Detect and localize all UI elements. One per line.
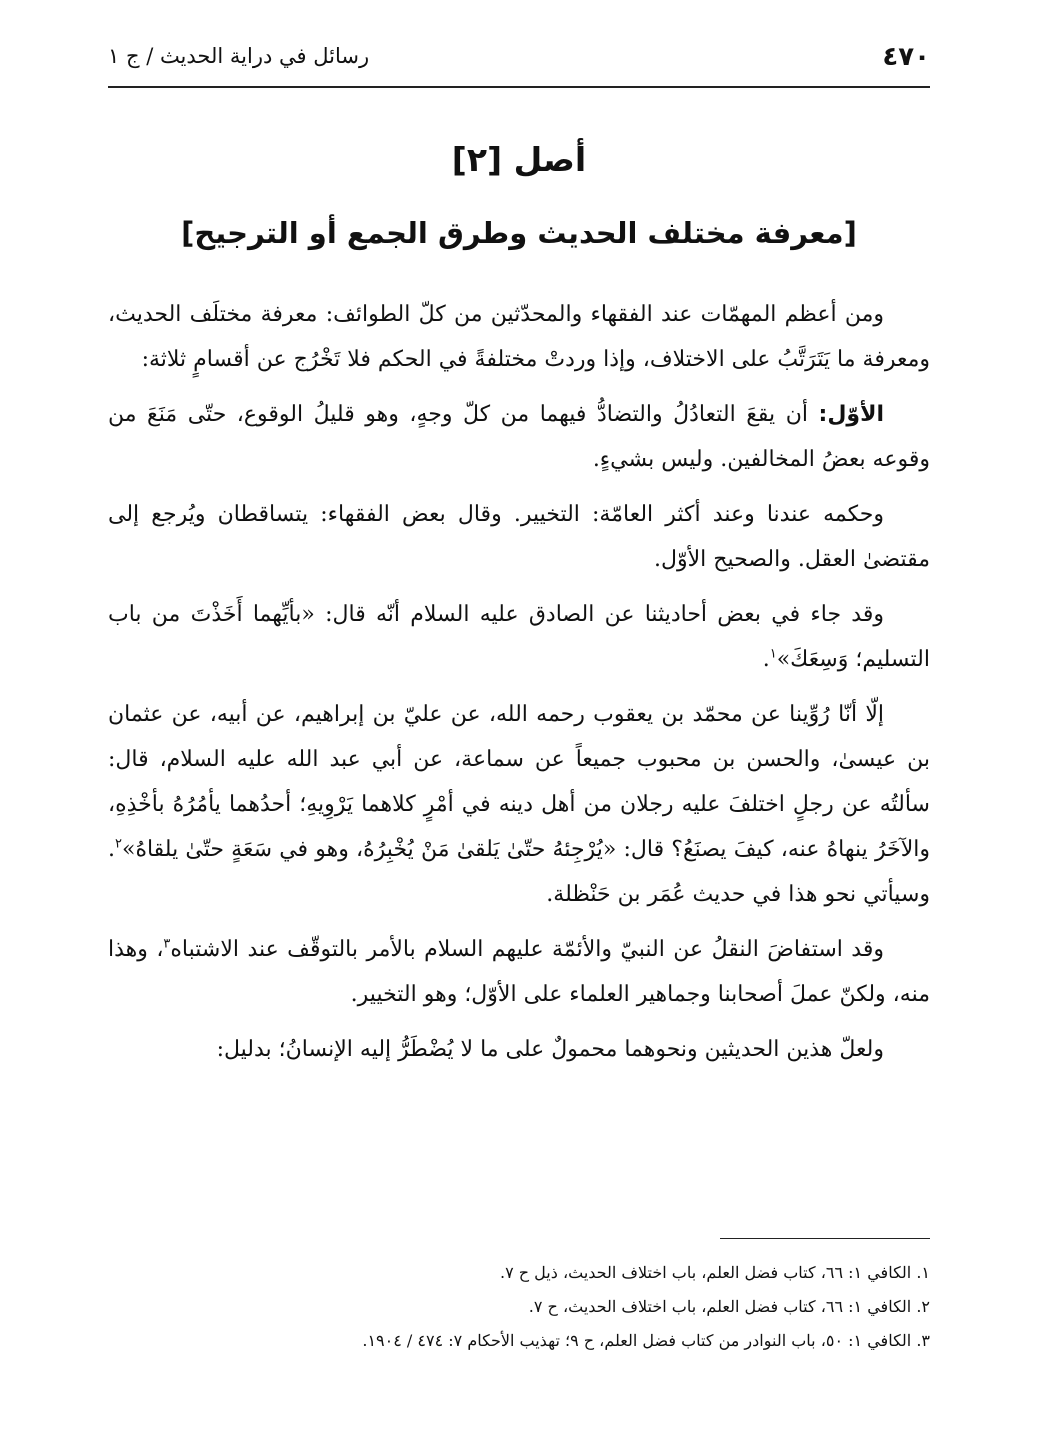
footnote: ٣. الكافي ١: ٥٠، باب النوادر من كتاب فضل العلم، ح ٩؛ تهذيب الأحكام ٧: ٤٧٤ / ١٩٠٤. [362,1331,930,1350]
footnote-ref[interactable]: ٢ [115,836,122,852]
paragraph: ومن أعظم المهمّات عند الفقهاء والمحدّثين من كلّ الطوائف: معرفة مختلَف الحديث، ومعرفة ما يَتَرَتَّبُ على الاختلاف، وإذا وردتْ مختلفةً في الحكم فلا تَخْرُج عن أقسامٍ ثلاثة: [108,302,930,372]
body-text [108,292,930,1082]
paragraph: ولعلّ هذين الحديثين ونحوهما محمولٌ على ما لا يُضْطَرُّ إليه الإنسانُ؛ بدليل: [216,1037,884,1062]
page-header [108,38,930,88]
footnote-divider [720,1238,930,1239]
paragraph-lead: الأوّل: [818,402,884,427]
paragraph: الأوّل: أن يقعَ التعادُلُ والتضادُّ فيهما من كلّ وجهٍ، وهو قليلُ الوقوع، حتّى مَنَعَ من وقوعه بعضُ المخالفين. وليس بشيءٍ. [108,402,930,472]
footnote: ٢. الكافي ١: ٦٦، كتاب فضل العلم، باب اختلاف الحديث، ح ٧. [528,1297,930,1316]
paragraph: وحكمه عندنا وعند أكثر العامّة: التخيير. وقال بعض الفقهاء: يتساقطان ويُرجع إلى مقتضىٰ العقل. والصحيح الأوّل. [108,502,930,572]
footnotes [108,1256,930,1358]
page-number: ٤٧٠ [882,42,930,72]
footnote-ref[interactable]: ٣ [163,936,171,952]
paragraph: وقد استفاضَ النقلُ عن النبيّ والأئمّة عليهم السلام بالأمر بالتوقّف عند الاشتباه$^٣$، وهذا منه، ولكنّ عملَ أصحابنا وجماهير العلماء على الأوّل؛ وهو التخيير. [108,936,930,1007]
running-title: رسائل في دراية الحديث / ج ١ [108,44,370,68]
paragraph: وقد جاء في بعض أحاديثنا عن الصادق عليه السلام أنّه قال: «بأيِّهما أَخَذْتَ من باب التسليم؛ وَسِعَكَ»$^١$. [108,602,930,672]
footnote-ref[interactable]: ١ [769,646,777,662]
footnote: ١. الكافي ١: ٦٦، كتاب فضل العلم، باب اختلاف الحديث، ذيل ح ٧. [499,1263,930,1282]
section-subtitle: [معرفة مختلف الحديث وطرق الجمع أو الترجيح] [181,216,857,250]
paragraph: إلّا أنّا رُوِّينا عن محمّد بن يعقوب رحمه الله، عن عليّ بن إبراهيم، عن أبيه، عن عثمان بن عيسىٰ، والحسن بن محبوب جميعاً عن سماعة، عن أبي عبد الله عليه السلام، قال: سألتُه عن رجلٍ اختلفَ عليه رجلان من أهل دينه في أمْرٍ كلاهما يَرْوِيهِ؛ أحدُهما يأمُرُهُ بأخْذِهِ، والآخَرُ ينهاهُ عنه، كيفَ يصنَعُ؟ قال: «يُرْجِئهُ حتّىٰ يَلقىٰ مَنْ يُخْبِرُهُ، وهو في سَعَةٍ حتّىٰ يلقاهُ»$^٢$. وسيأتي نحو هذا في حديث عُمَر بن حَنْظلة. [108,702,930,907]
section-title: أصل [٢] [451,140,587,179]
